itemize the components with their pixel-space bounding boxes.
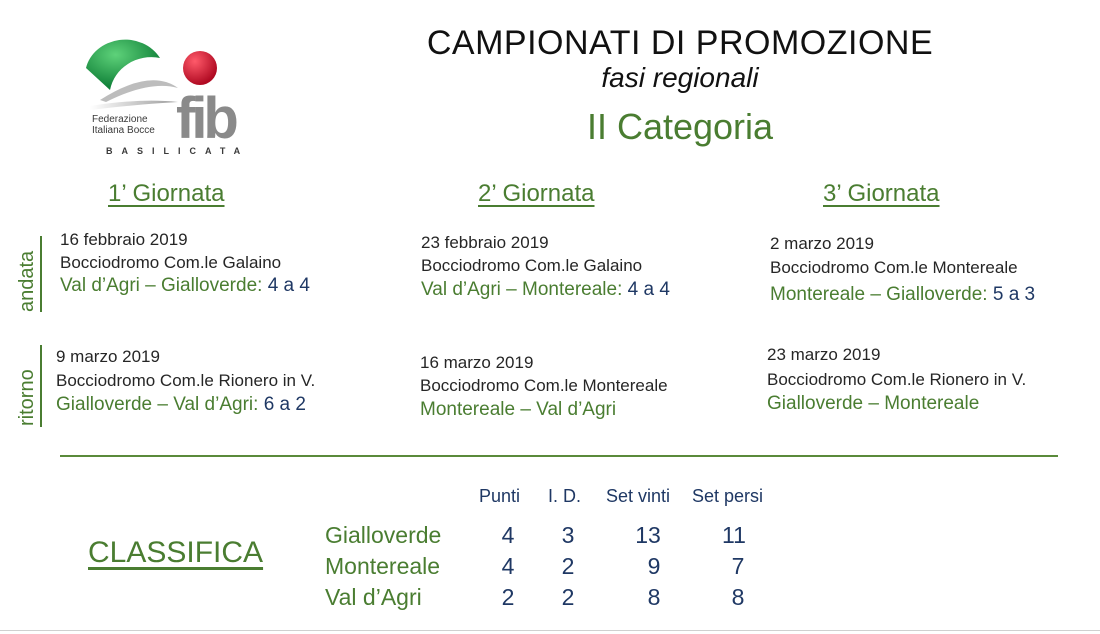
page-title: CAMPIONATI DI PROMOZIONE: [426, 24, 934, 62]
g1-ritorno-venue: Bocciodromo Com.le Rionero in V.: [56, 371, 316, 390]
g2-andata-score: 4 a 4: [627, 279, 670, 300]
standings-set-vinti-2: 9: [647, 553, 661, 579]
classifica-title: CLASSIFICA: [88, 536, 264, 569]
g1-andata-venue: Bocciodromo Com.le Galaino: [60, 253, 282, 272]
standings-set-persi-1: 11: [722, 522, 746, 548]
standings-punti-3: 2: [501, 584, 515, 610]
g2-andata-match: [421, 279, 670, 301]
g3-andata-venue: Bocciodromo Com.le Montereale: [770, 258, 1018, 277]
g2-ritorno-match: [420, 399, 616, 421]
g2-andata-date: 23 febbraio 2019: [421, 233, 549, 252]
g3-andata-match: [770, 284, 1035, 306]
category-title: II Categoria: [586, 106, 774, 147]
g2-ritorno-date: 16 marzo 2019: [420, 353, 534, 372]
g3-andata-date: 2 marzo 2019: [770, 234, 874, 253]
section-divider: [60, 455, 1058, 457]
standings-set-persi-2: 7: [731, 553, 745, 579]
g1-andata-match: [60, 275, 310, 297]
g2-ritorno-venue: Bocciodromo Com.le Montereale: [420, 376, 668, 395]
standings-punti-1: 4: [501, 522, 515, 548]
standings-punti-2: 4: [501, 553, 515, 579]
bottom-border: [0, 630, 1100, 631]
header-set-vinti: Set vinti: [606, 486, 671, 506]
logo-region: BASILICATA: [106, 146, 250, 156]
header-punti: Punti: [479, 486, 521, 506]
header-id: I. D.: [548, 486, 582, 506]
andata-label: andata: [16, 250, 38, 312]
standings-id-1: 3: [561, 522, 575, 548]
giornata-2-title: 2’ Giornata: [478, 180, 595, 207]
g2-andata-venue: Bocciodromo Com.le Galaino: [421, 256, 643, 275]
standings-team-1: Gialloverde: [325, 522, 442, 548]
andata-bar: [40, 236, 42, 312]
g2-ritorno-teams: Montereale – Val d’Agri: [420, 399, 617, 420]
g1-andata-teams: Val d’Agri – Gialloverde:: [60, 275, 263, 296]
g1-ritorno-score: 6 a 2: [263, 394, 306, 415]
standings-id-3: 2: [561, 584, 575, 610]
g3-ritorno-match: [767, 393, 979, 415]
giornata-3-title: 3’ Giornata: [823, 180, 940, 207]
standings-team-3: Val d’Agri: [325, 584, 422, 610]
standings-team-2: Montereale: [325, 553, 441, 579]
header-set-persi: Set persi: [692, 486, 764, 506]
g1-ritorno-teams: Gialloverde – Val d’Agri:: [56, 394, 259, 415]
logo-org-line1: Federazione: [92, 114, 148, 125]
g1-ritorno-date: 9 marzo 2019: [56, 347, 160, 366]
g3-andata-teams: Montereale – Gialloverde:: [770, 284, 988, 305]
g2-andata-teams: Val d’Agri – Montereale:: [421, 279, 623, 300]
standings-set-vinti-3: 8: [647, 584, 661, 610]
ritorno-bar: [40, 345, 42, 427]
giornata-1-title: 1’ Giornata: [108, 180, 225, 207]
g1-andata-score: 4 a 4: [267, 275, 310, 296]
g3-ritorno-venue: Bocciodromo Com.le Rionero in V.: [767, 370, 1027, 389]
ritorno-label: ritorno: [16, 369, 38, 426]
g1-andata-date: 16 febbraio 2019: [60, 230, 188, 249]
g3-ritorno-teams: Gialloverde – Montereale: [767, 393, 980, 414]
standings-set-vinti-1: 13: [635, 522, 661, 548]
page-subtitle: fasi regionali: [601, 62, 759, 93]
standings-set-persi-3: 8: [731, 584, 745, 610]
g3-ritorno-date: 23 marzo 2019: [767, 345, 881, 364]
logo-org-line2: Italiana Bocce: [92, 125, 155, 136]
g1-ritorno-match: [56, 394, 306, 416]
standings-id-2: 2: [561, 553, 575, 579]
g3-andata-score: 5 a 3: [992, 284, 1036, 305]
svg-text:fib: fib: [176, 86, 235, 151]
